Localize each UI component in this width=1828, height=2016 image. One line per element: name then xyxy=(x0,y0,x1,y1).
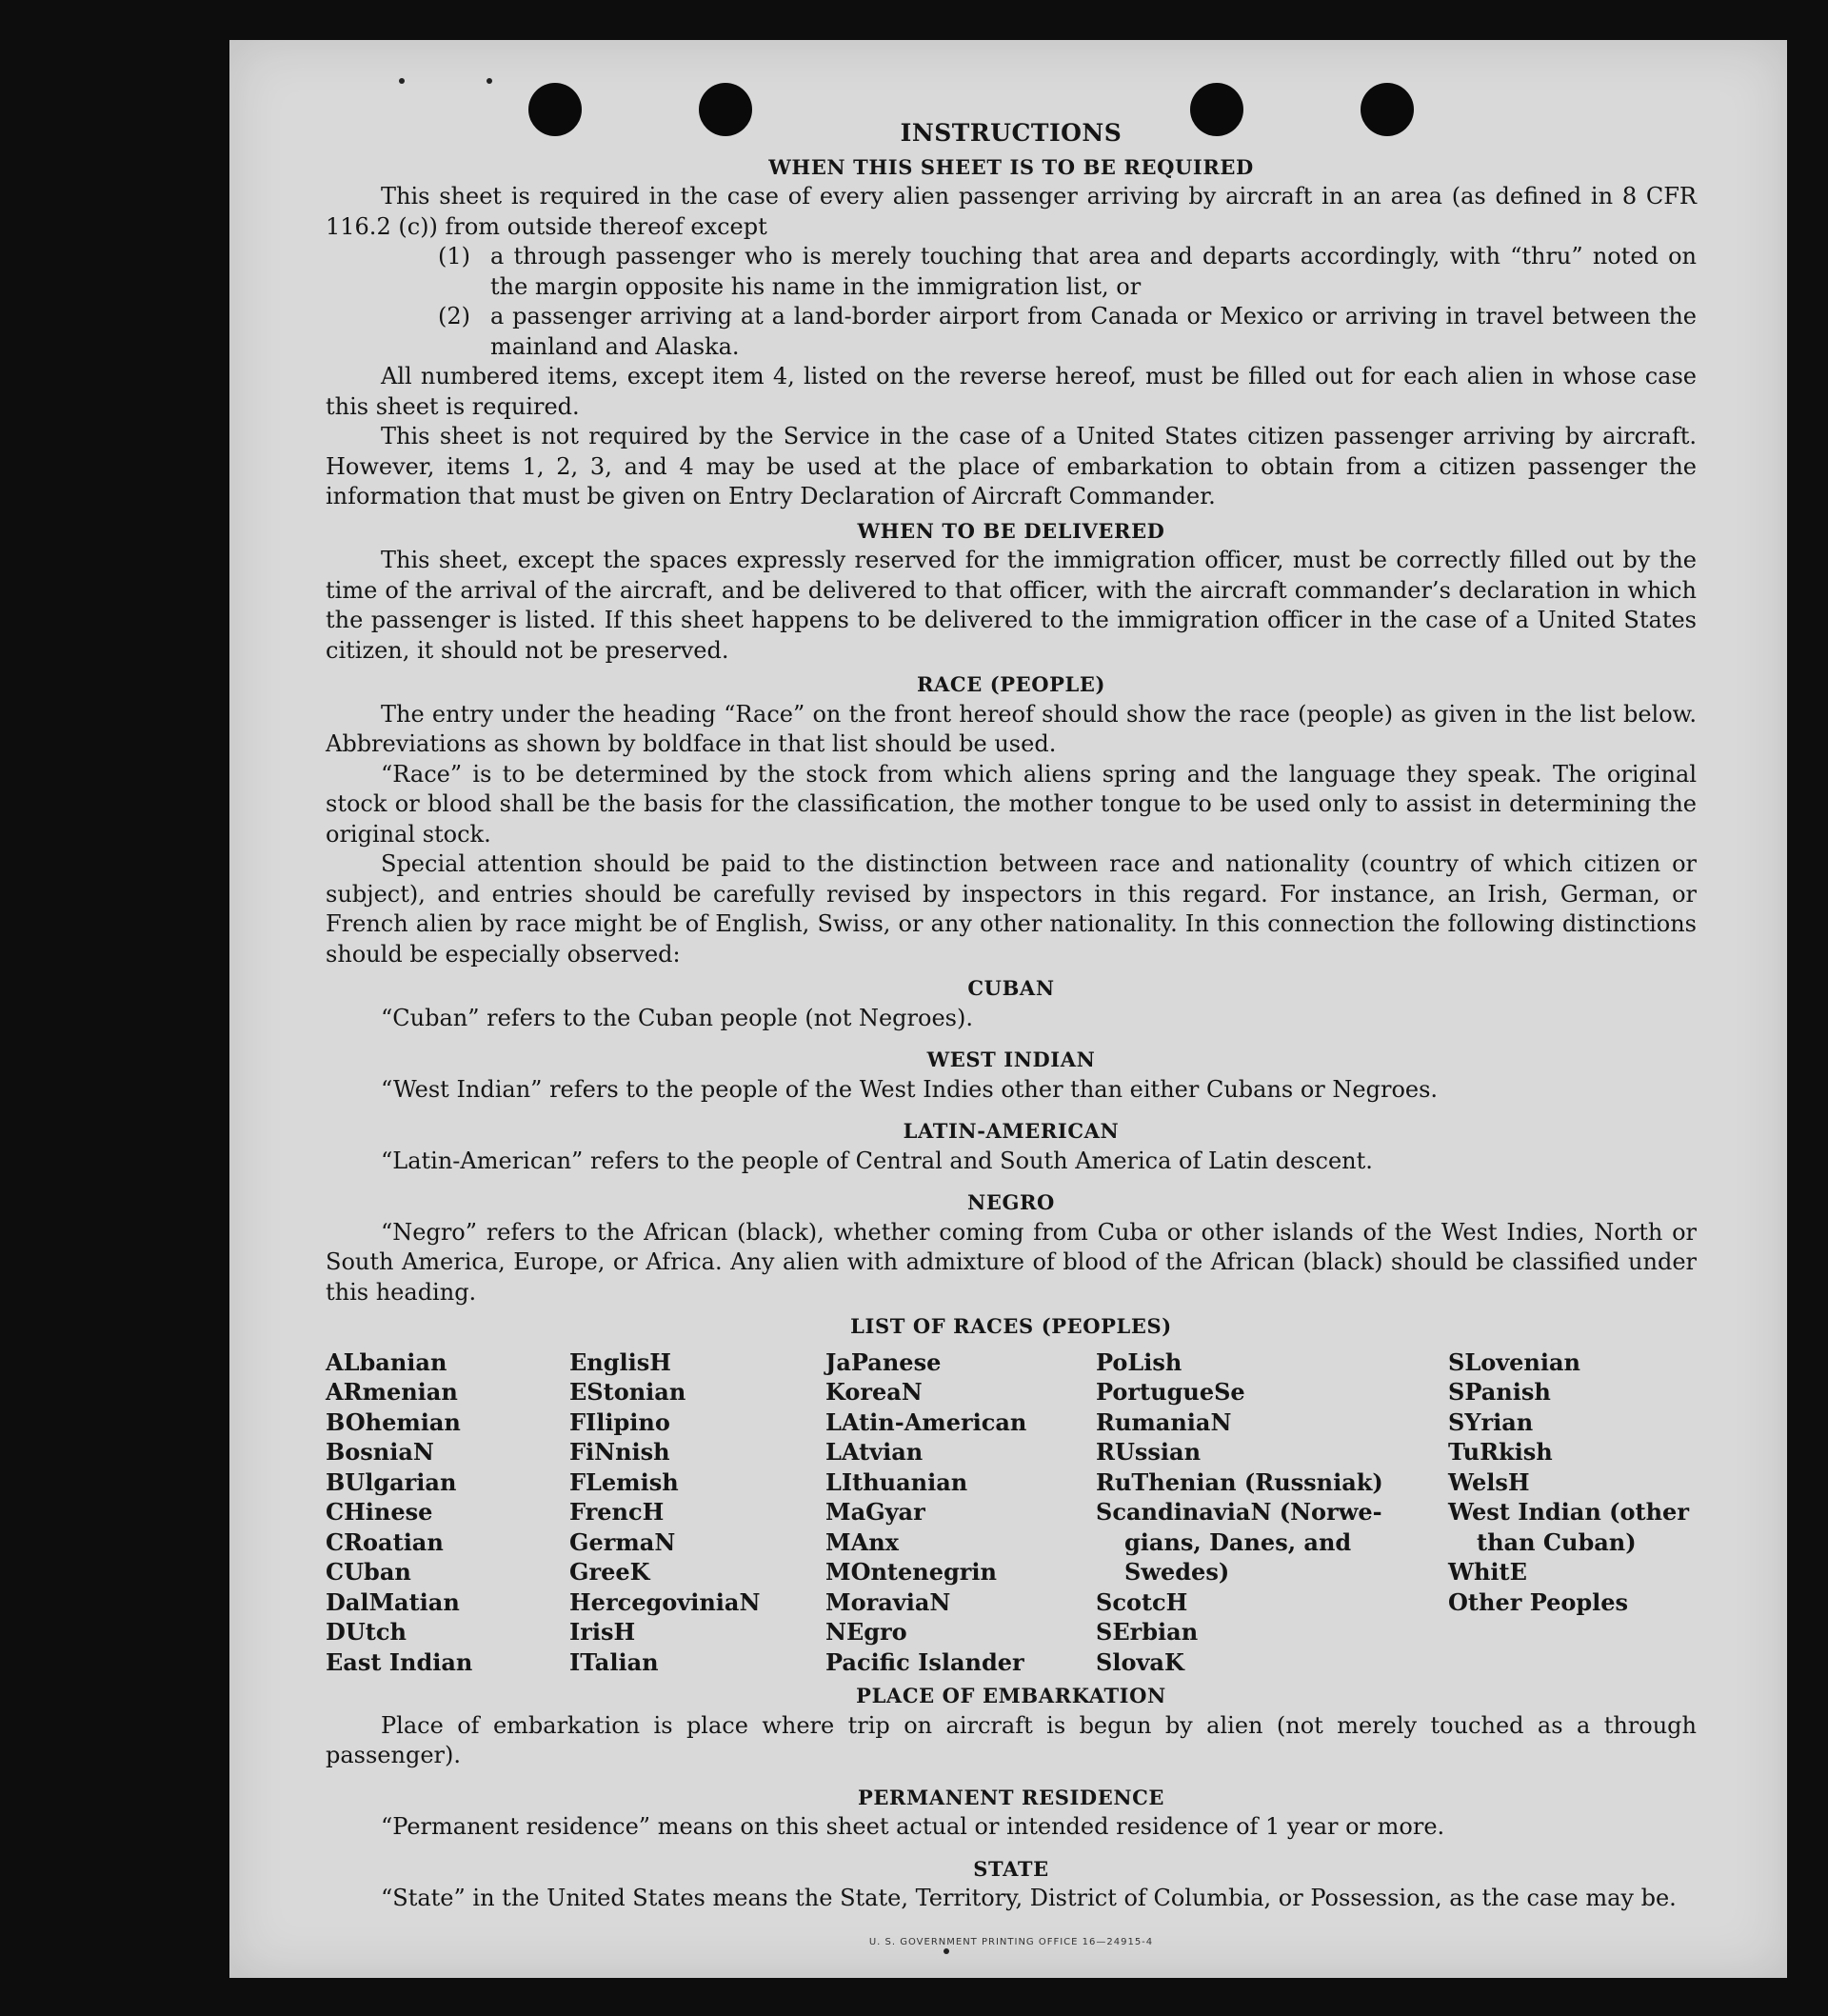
race-entry: FrencH xyxy=(569,1498,665,1526)
race-entry: PoLish xyxy=(1096,1347,1182,1376)
races-column xyxy=(1448,1347,1697,1678)
race-entry: ALbanian xyxy=(326,1347,447,1376)
printing-office-footer: U. S. GOVERNMENT PRINTING OFFICE 16—24915-4 xyxy=(868,1936,1154,1947)
race-entry: LIthuanian xyxy=(825,1467,968,1496)
race-entry: DUtch xyxy=(326,1618,407,1646)
residence-paragraph: “Permanent residence” means on this sheet actual or intended residence of 1 year or more. xyxy=(381,1813,1445,1840)
heading-required: WHEN THIS SHEET IS TO BE REQUIRED xyxy=(768,154,1254,179)
heading-race: RACE (PEOPLE) xyxy=(916,672,1106,696)
race-entry: LAtvian xyxy=(825,1438,924,1466)
race-entry: DalMatian xyxy=(326,1587,460,1616)
heading-latin-american: LATIN-AMERICAN xyxy=(903,1119,1120,1143)
race-entry: RUssian xyxy=(1096,1438,1202,1466)
race-entry: EnglisH xyxy=(569,1347,671,1376)
race-entry: PortugueSe xyxy=(1096,1378,1245,1406)
races-column xyxy=(569,1347,825,1678)
race-entry: ScotcH xyxy=(1096,1587,1188,1616)
heading-residence: PERMANENT RESIDENCE xyxy=(857,1785,1165,1809)
item-number: (1) xyxy=(438,243,470,269)
race-entry: EStonian xyxy=(569,1378,686,1406)
ink-speck xyxy=(487,78,492,84)
race-entry: GermaN xyxy=(569,1527,676,1556)
race-entry: SPanish xyxy=(1448,1378,1551,1406)
race-entry: MAnx xyxy=(825,1527,899,1556)
exception-item xyxy=(326,302,1697,362)
race-entry: TuRkish xyxy=(1448,1438,1553,1466)
race-paragraph-1: The entry under the heading “Race” on the front hereof should show the race (people) as given in the list below. Abbreviations as shown by boldface in that list should be used. xyxy=(326,700,1697,757)
heading-negro: NEGRO xyxy=(967,1190,1055,1214)
race-entry: FIlipino xyxy=(569,1407,670,1436)
heading-state: STATE xyxy=(973,1856,1049,1881)
race-entry: FiNnish xyxy=(569,1438,670,1466)
instructions-text xyxy=(326,118,1697,1957)
race-entry: RuThenian (Russniak) xyxy=(1096,1467,1383,1496)
race-entry: KoreaN xyxy=(825,1378,923,1406)
race-entry: Other Peoples xyxy=(1448,1587,1629,1616)
race-entry: IrisH xyxy=(569,1618,636,1646)
race-entry: BosniaN xyxy=(326,1438,434,1466)
heading-list-of-races: LIST OF RACES (PEOPLES) xyxy=(850,1314,1172,1338)
race-entry: JaPanese xyxy=(825,1347,942,1376)
race-entry: FLemish xyxy=(569,1467,679,1496)
heading-cuban: CUBAN xyxy=(967,976,1055,1000)
race-entry-continued: than Cuban) xyxy=(1477,1527,1637,1556)
race-entry: GreeK xyxy=(569,1558,650,1586)
race-entry: SLovenian xyxy=(1448,1347,1580,1376)
required-intro: This sheet is required in the case of every alien passenger arriving by aircraft in an area (as defined in 8 CFR 116.2 (c)) from outside thereof except xyxy=(326,183,1697,240)
embarkation-paragraph: Place of embarkation is place where trip on aircraft is begun by alien (not merely touched as a through passenger). xyxy=(326,1711,1697,1768)
race-entry: CHinese xyxy=(326,1498,433,1526)
delivered-paragraph: This sheet, except the spaces expressly reserved for the immigration officer, must be correctly filled out by the time of the arrival of the aircraft, and be delivered to that officer, with the aircraft commander’s declaration in which the passenger is listed. If this sheet happens to be delivered to the immigration officer in the case of a United States citizen, it should not be preserved. xyxy=(326,547,1697,664)
race-entry: WelsH xyxy=(1448,1467,1530,1496)
heading-west-indian: WEST INDIAN xyxy=(926,1048,1096,1071)
race-entry: CUban xyxy=(326,1558,411,1586)
heading-delivered: WHEN TO BE DELIVERED xyxy=(857,518,1165,543)
item-number: (2) xyxy=(438,303,470,329)
exception-item xyxy=(326,242,1697,302)
race-paragraph-2: “Race” is to be determined by the stock from which aliens spring and the language they speak. The original stock or blood shall be the basis for the classification, the mother tongue to be used only to assist in determining the original stock. xyxy=(326,760,1697,848)
race-entry: BOhemian xyxy=(326,1407,461,1436)
race-entry: CRoatian xyxy=(326,1527,444,1556)
citizen-paragraph: This sheet is not required by the Service in the case of a United States citizen passenger arriving by aircraft. However, items 1, 2, 3, and 4 may be used at the place of embarkation to obtain from a citizen passenger the information that must be given on Entry Declaration of Aircraft Commander. xyxy=(326,423,1697,509)
race-entry: BUlgarian xyxy=(326,1467,457,1496)
race-entry: HercegoviniaN xyxy=(569,1587,761,1616)
race-entry: NEgro xyxy=(825,1618,907,1646)
negro-paragraph: “Negro” refers to the African (black), whether coming from Cuba or other islands of the West Indies, North or South America, Europe, or Africa. Any alien with admixture of blood of the African (black) should be classified under this heading. xyxy=(326,1218,1697,1306)
page-title: INSTRUCTIONS xyxy=(900,119,1123,147)
race-entry: SYrian xyxy=(1448,1407,1534,1436)
race-entry: East Indian xyxy=(326,1647,473,1676)
race-entry: MOntenegrin xyxy=(825,1558,997,1586)
race-entry: MoraviaN xyxy=(825,1587,951,1616)
ink-speck xyxy=(399,78,405,84)
item-text: a through passenger who is merely touching that area and departs accordingly, with “thru” noted on the margin opposite his name in the immigration list, or xyxy=(490,243,1697,300)
race-paragraph-3: Special attention should be paid to the distinction between race and nationality (country of which citizen or subject), and entries should be carefully revised by inspectors in this regard. For instance, an Irish, German, or French alien by race might be of English, Swiss, or any other nationality. In this connection the following distinctions should be especially observed: xyxy=(326,850,1697,968)
races-list xyxy=(326,1347,1697,1678)
race-entry: SErbian xyxy=(1096,1618,1199,1646)
race-entry: RumaniaN xyxy=(1096,1407,1232,1436)
race-entry: WhitE xyxy=(1448,1558,1527,1586)
race-entry: ARmenian xyxy=(326,1378,458,1406)
document-sheet xyxy=(229,40,1787,1978)
races-column xyxy=(326,1347,569,1678)
races-column xyxy=(1096,1347,1448,1678)
race-entry: Pacific Islander xyxy=(825,1647,1024,1676)
numbered-items-paragraph: All numbered items, except item 4, listed on the reverse hereof, must be filled out for each alien in whose case this sheet is required. xyxy=(326,363,1697,420)
race-entry: West Indian (other xyxy=(1448,1498,1689,1526)
race-entry-continued: Swedes) xyxy=(1124,1558,1230,1586)
latin-american-paragraph: “Latin-American” refers to the people of Central and South America of Latin descent. xyxy=(381,1147,1373,1174)
race-entry: MaGyar xyxy=(825,1498,925,1526)
west-indian-paragraph: “West Indian” refers to the people of the West Indies other than either Cubans or Negroes. xyxy=(381,1075,1439,1103)
cuban-paragraph: “Cuban” refers to the Cuban people (not Negroes). xyxy=(381,1004,973,1031)
race-entry: ScandinaviaN (Norwe- xyxy=(1096,1498,1382,1526)
heading-embarkation: PLACE OF EMBARKATION xyxy=(856,1684,1166,1707)
item-text: a passenger arriving at a land-border airport from Canada or Mexico or arriving in travel between the mainland and Alaska. xyxy=(490,303,1697,360)
race-entry-continued: gians, Danes, and xyxy=(1124,1527,1352,1556)
race-entry: SlovaK xyxy=(1096,1647,1184,1676)
race-entry: LAtin-American xyxy=(825,1407,1027,1436)
race-entry: ITalian xyxy=(569,1647,659,1676)
state-paragraph: “State” in the United States means the State, Territory, District of Columbia, or Possession, as the case may be. xyxy=(381,1885,1677,1911)
races-column xyxy=(825,1347,1096,1678)
